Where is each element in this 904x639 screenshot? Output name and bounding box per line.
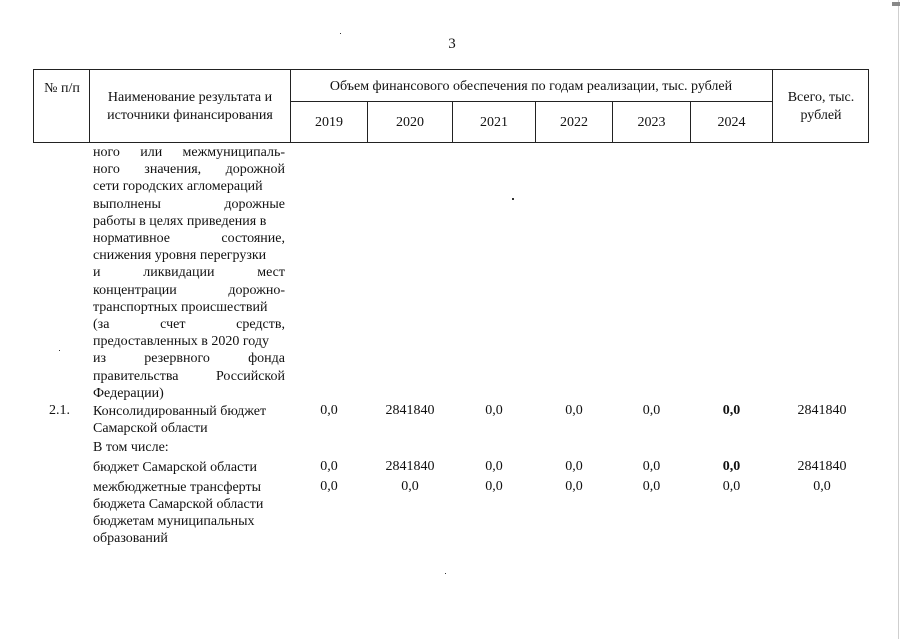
description-line: снижения уровня перегрузки [93,248,267,264]
value-cell: 0,0 [320,403,338,418]
value-cell: 0,0 [485,479,503,494]
scan-speck [512,198,514,200]
value-cell: 0,0 [565,479,583,494]
description-line: сети городских агломераций [93,179,263,195]
header-year: 2024 [717,115,746,130]
header-vrule [33,69,34,143]
row-label: межбюджетные трансферты бюджета Самарской области бюджетам муниципальных образований [93,480,264,546]
page-edge [898,0,899,639]
value-cell: 0,0 [565,403,583,418]
row-label: бюджет Самарской области [93,460,257,475]
total-cell: 0,0 [813,479,831,494]
page-number: 3 [448,36,456,52]
description-line: нормативное состояние, [93,231,285,247]
header-col-total: Всего, тыс. рублей [787,90,855,123]
row-label: В том числе: [93,440,169,455]
description-line: из резервного фонда [93,351,285,367]
scan-speck [445,573,446,574]
header-mid-rule [290,101,772,102]
value-cell: 0,0 [722,403,741,418]
value-cell: 2841840 [385,459,435,474]
header-year: 2022 [560,115,588,130]
value-cell: 0,0 [485,459,503,474]
description-line: (за счет средств, [93,317,285,333]
header-year: 2019 [315,115,343,130]
description-line: ного значения, дорожной [93,162,285,178]
description-line: и ликвидации мест [93,265,285,281]
description-line: Федерации) [93,385,164,401]
scan-speck [59,350,60,351]
scan-mark [892,2,900,6]
header-year: 2020 [396,115,424,130]
value-cell: 2841840 [385,403,435,418]
description-line: выполнены дорожные [93,196,285,212]
value-cell: 0,0 [320,479,338,494]
continued-description [93,144,285,402]
header-top-rule [33,69,869,70]
header-year: 2021 [480,115,508,130]
value-cell: 0,0 [401,479,419,494]
description-line: ного или межмуниципаль- [93,145,285,160]
value-cell: 0,0 [565,459,583,474]
scan-speck [340,33,341,34]
header-vrule [89,69,90,143]
row-label: Консолидированный бюджет Самарской области [93,404,267,436]
description-line: работы в целях приведения в [93,213,267,229]
value-cell: 0,0 [642,403,661,418]
total-cell: 2841840 [797,403,847,418]
header-col-name: Наименование результата и источники финансирования [107,90,273,123]
header-col-num: № п/п [44,81,80,96]
total-cell: 2841840 [797,459,847,474]
header-vrule [868,69,869,143]
header-bottom-rule [33,142,869,143]
description-line: предоставленных в 2020 году [93,334,269,350]
value-cell: 0,0 [320,459,338,474]
description-line: правительства Российской [93,368,285,384]
description-line: транспортных происшествий [93,299,268,315]
description-line: концентрации дорожно- [93,282,285,298]
value-cell: 0,0 [642,459,661,474]
value-cell: 0,0 [722,479,741,494]
row-number: 2.1. [49,403,70,418]
value-cell: 0,0 [642,479,661,494]
header-year: 2023 [637,115,666,130]
value-cell: 0,0 [485,403,503,418]
header-col-volume: Объем финансового обеспечения по годам реализации, тыс. рублей [329,79,733,94]
value-cell: 0,0 [722,459,741,474]
